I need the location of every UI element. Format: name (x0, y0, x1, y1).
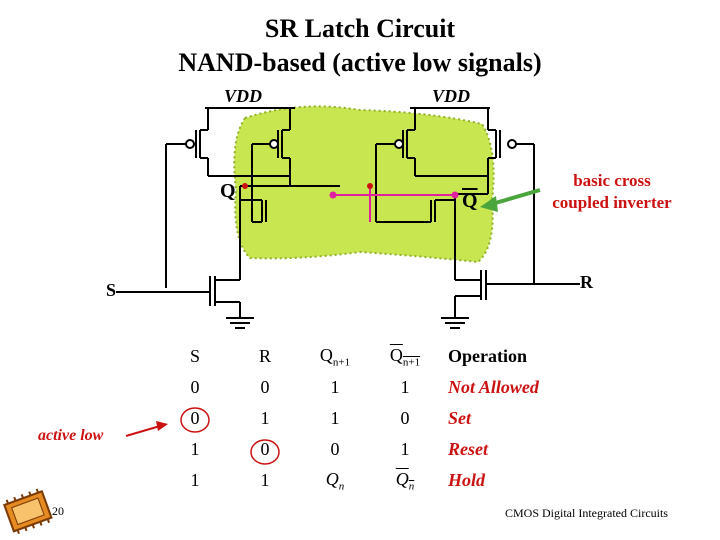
annotation-text (537, 170, 687, 214)
header-qbar-next: $Q_{n+1}$ (389, 344, 421, 369)
cell-qbar: $Q_n$ (395, 468, 415, 493)
s-input-label: S (106, 280, 117, 300)
page-number: 20 (52, 504, 64, 518)
table-header-row (160, 341, 558, 372)
table-row (160, 434, 558, 465)
cell-qbar: 0 (400, 408, 410, 428)
header-q-next: $Q_{n+1}$ (319, 344, 351, 369)
cell-qbar: 1 (400, 377, 410, 397)
table-row (160, 403, 558, 434)
cell-operation: Hold (448, 470, 486, 490)
title-line-2: NAND-based (active low signals) (178, 48, 542, 77)
cell-r: 1 (260, 408, 270, 428)
truth-table (160, 341, 558, 496)
vdd-left-label: VDD (224, 86, 263, 106)
active-low-label: active low (38, 427, 104, 444)
cell-r: 1 (260, 470, 270, 490)
vdd-right-label: VDD (432, 86, 471, 106)
cell-s: 1 (190, 470, 200, 490)
header-r: R (258, 346, 271, 366)
cell-operation: Set (448, 408, 472, 428)
q-label: Q (220, 180, 236, 202)
qbar-label: Q (462, 190, 478, 212)
cell-s: 0 (190, 377, 200, 397)
annotation-line-2: coupled inverter (552, 193, 672, 212)
annotation-line-1: basic cross (573, 171, 651, 190)
cell-operation: Not Allowed (448, 377, 539, 397)
header-operation: Operation (448, 346, 527, 366)
header-s: S (189, 346, 200, 366)
cell-q: 1 (330, 408, 340, 428)
cell-q: 1 (330, 377, 340, 397)
cell-q: 0 (330, 439, 340, 459)
title-line-1: SR Latch Circuit (264, 14, 456, 43)
cell-s: 1 (190, 439, 200, 459)
cell-r: 0 (260, 377, 270, 397)
r-input-label: R (580, 272, 593, 292)
source-text: CMOS Digital Integrated Circuits (505, 506, 668, 520)
cell-q: $Q_n$ (325, 468, 345, 493)
cell-r: 0 (260, 439, 270, 459)
table-row (160, 465, 558, 496)
cell-operation: Reset (448, 439, 488, 459)
cell-qbar: 1 (400, 439, 410, 459)
table-row (160, 372, 558, 403)
logo-icon (3, 488, 53, 536)
cell-s: 0 (190, 408, 200, 428)
